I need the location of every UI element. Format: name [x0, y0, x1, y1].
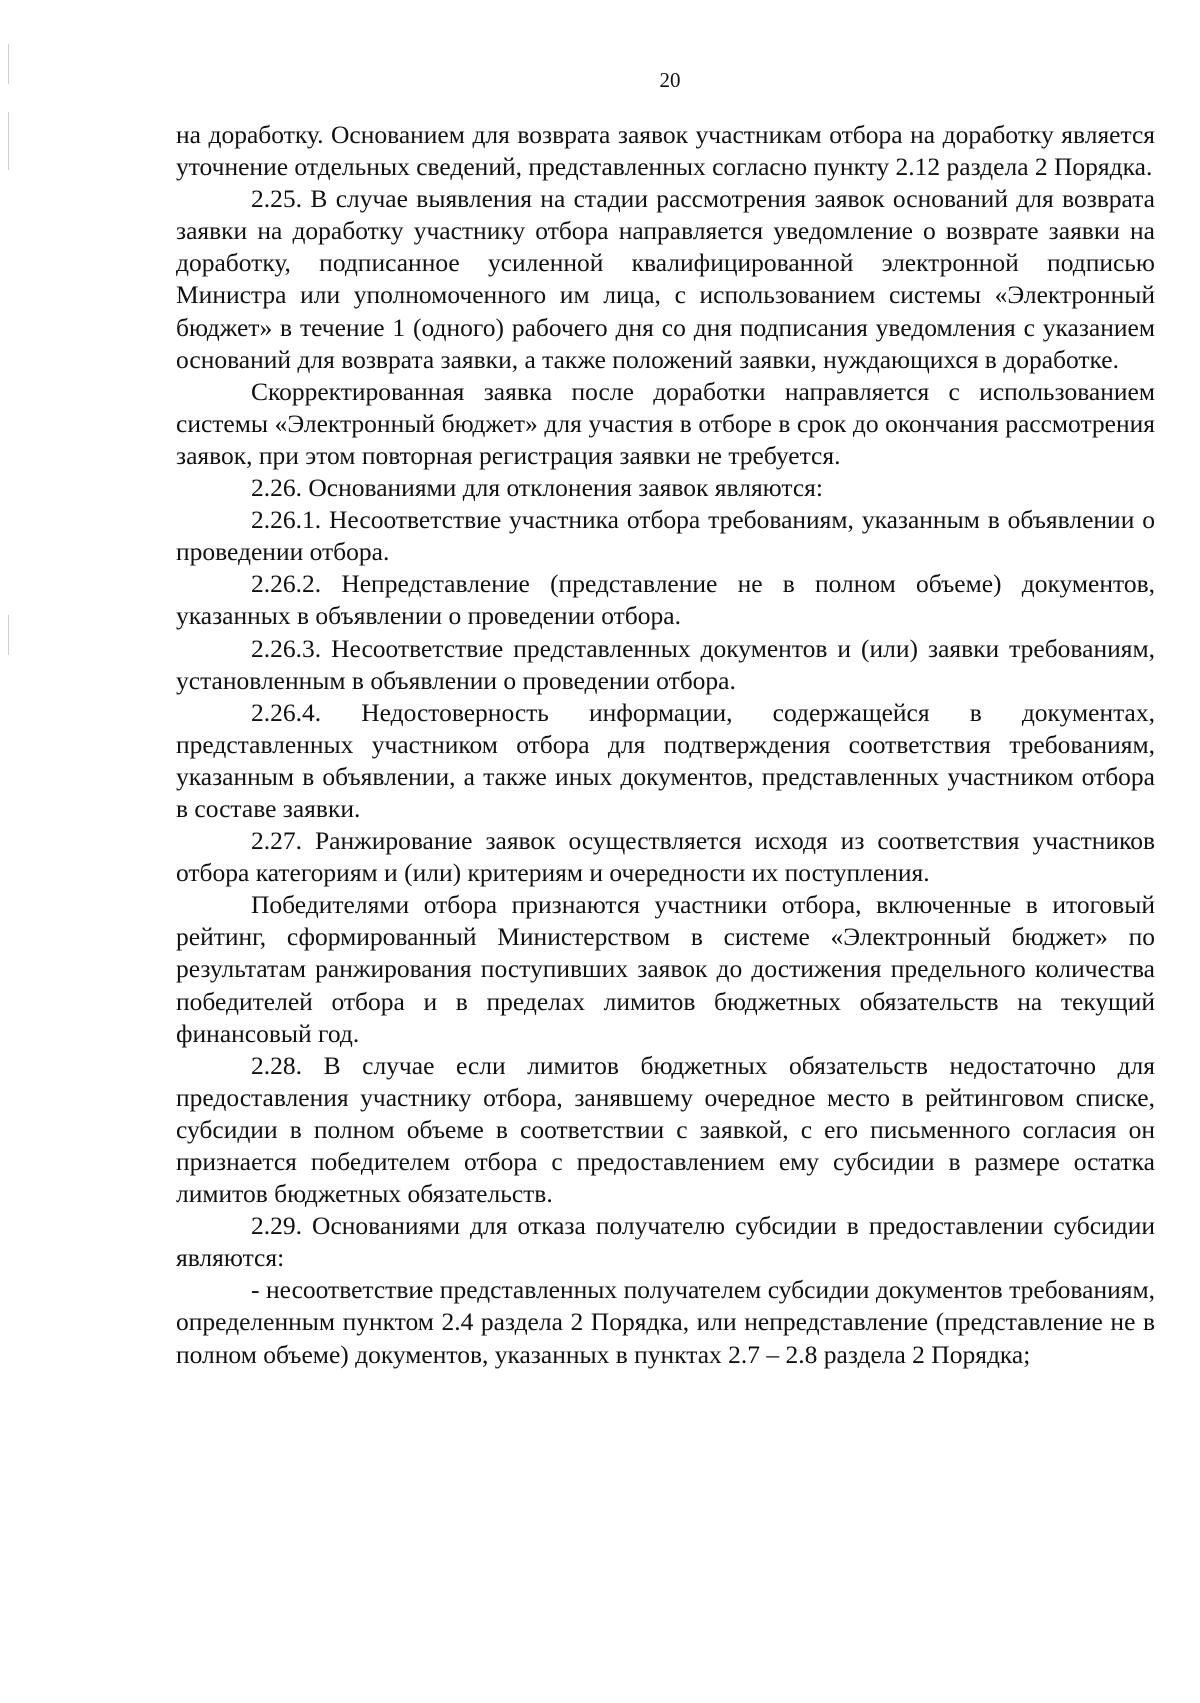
document-body [176, 119, 1155, 1371]
paragraph: Скорректированная заявка после доработки направляется с использованием системы «Электронный бюджет» для участия в отборе в срок до окончания рассмотрения заявок, при этом повторная регистрация заявки не требуется. [176, 376, 1155, 470]
paragraph: 2.26.2. Непредставление (представление не в полном объеме) документов, указанных в объявлении о проведении отбора. [176, 569, 1155, 631]
paragraph: 2.26. Основаниями для отклонения заявок являются: [251, 473, 823, 503]
paragraph: 2.25. В случае выявления на стадии рассмотрения заявок оснований для возврата заявки на доработку участнику отбора направляется уведомление о возврате заявки на доработку, подписанное усиленной квалифицированной электронной подписью Министра или уполномоченного им лица, с использованием системы «Электронный бюджет» в течение 1 (одного) рабочего дня со дня подписания уведомления с указанием оснований для возврата заявки, а также положений заявки, нуждающихся в доработке. [176, 184, 1155, 374]
scan-edge-line [8, 615, 9, 655]
page-number: 20 [659, 68, 681, 92]
paragraph: 2.28. В случае если лимитов бюджетных обязательств недостаточно для предоставления участнику отбора, занявшему очередное место в рейтинговом списке, субсидии в полном объеме в соответствии с заявкой, с его письменного согласия он признается победителем отбора с предоставлением ему субсидии в размере остатка лимитов бюджетных обязательств. [176, 1050, 1155, 1209]
paragraph: 2.26.4. Недостоверность информации, содержащейся в документах, представленных участником отбора для подтверждения соответствия требованиям, указанным в объявлении, а также иных документов, представленных участником отбора в составе заявки. [176, 697, 1155, 823]
paragraph: 2.26.3. Несоответствие представленных документов и (или) заявки требованиям, установленным в объявлении о проведении отбора. [176, 633, 1155, 695]
paragraph: - несоответствие представленных получателем субсидии документов требованиям, определенным пунктом 2.4 раздела 2 Порядка, или непредставление (представление не в полном объеме) документов, указанных в пунктах 2.7 – 2.8 раздела 2 Порядка; [176, 1275, 1155, 1369]
paragraph: 2.29. Основаниями для отказа получателю субсидии в предоставлении субсидии являются: [176, 1211, 1155, 1273]
scan-edge-line [8, 112, 9, 170]
paragraph: Победителями отбора признаются участники отбора, включенные в итоговый рейтинг, сформированный Министерством в системе «Электронный бюджет» по результатам ранжирования поступивших заявок до достижения предельного количества победителей отбора и в пределах лимитов бюджетных обязательств на текущий финансовый год. [176, 890, 1155, 1048]
paragraph: 2.27. Ранжирование заявок осуществляется исходя из соответствия участников отбора категориям и (или) критериям и очередности их поступления. [176, 826, 1155, 888]
paragraph: 2.26.1. Несоответствие участника отбора требованиям, указанным в объявлении о проведении отбора. [176, 505, 1155, 567]
paragraph: на доработку. Основанием для возврата заявок участникам отбора на доработку является уточнение отдельных сведений, представленных согласно пункту 2.12 раздела 2 Порядка. [176, 120, 1155, 182]
